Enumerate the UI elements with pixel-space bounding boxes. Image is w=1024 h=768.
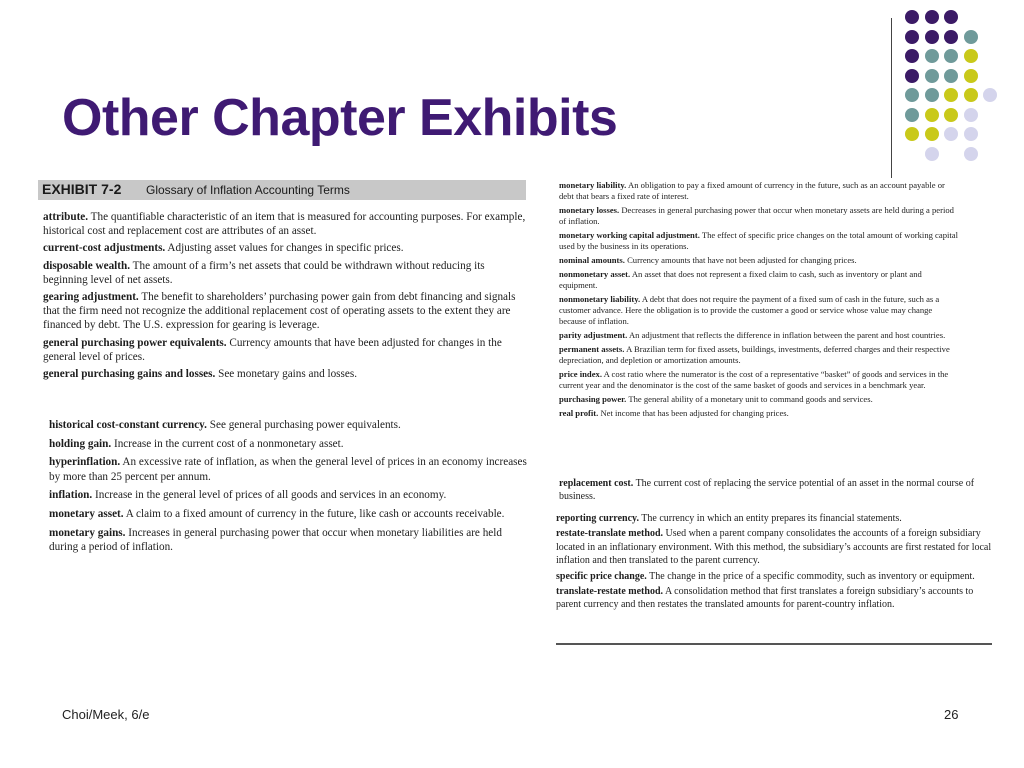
glossary-term: general purchasing power equivalents. bbox=[43, 336, 227, 349]
slide-title: Other Chapter Exhibits bbox=[62, 89, 618, 147]
decorative-dot bbox=[925, 88, 939, 102]
decorative-dot-grid bbox=[905, 10, 1015, 170]
glossary-definition: Net income that has been adjusted for changing prices. bbox=[600, 408, 789, 418]
glossary-definition: An excessive rate of inflation, as when the general level of prices in an economy increases by more than 25 percent per annum. bbox=[49, 456, 527, 483]
page-number: 26 bbox=[944, 707, 959, 722]
vertical-divider bbox=[891, 18, 892, 178]
glossary-entry bbox=[43, 210, 526, 238]
glossary-entry bbox=[43, 259, 526, 287]
decorative-dot bbox=[944, 127, 958, 141]
glossary-definition: An obligation to pay a fixed amount of currency in the future, such as an account payable or debt that bears a fixed rate of interest. bbox=[559, 180, 945, 201]
glossary-column-1-top bbox=[43, 210, 526, 384]
decorative-dot bbox=[964, 49, 978, 63]
decorative-dot bbox=[905, 127, 919, 141]
decorative-dot bbox=[925, 108, 939, 122]
glossary-entry bbox=[559, 344, 959, 366]
glossary-definition: The change in the price of a specific commodity, such as inventory or equipment. bbox=[649, 570, 975, 582]
glossary-definition: The benefit to shareholders’ purchasing power gain from debt financing and signals that the firm need not recognize the additional replacement cost of operating assets to the extent they are financed by debt. The U.S. expression for gearing is leverage. bbox=[43, 291, 516, 332]
decorative-dot bbox=[925, 147, 939, 161]
decorative-dot bbox=[964, 69, 978, 83]
glossary-entry bbox=[559, 269, 959, 291]
glossary-entry bbox=[559, 294, 959, 327]
decorative-dot bbox=[925, 127, 939, 141]
decorative-dot bbox=[944, 108, 958, 122]
glossary-term: general purchasing gains and losses. bbox=[43, 368, 216, 381]
glossary-entry bbox=[49, 507, 527, 522]
decorative-dot bbox=[964, 88, 978, 102]
glossary-term: current-cost adjustments. bbox=[43, 242, 166, 255]
glossary-definition: A claim to a fixed amount of currency in the future, like cash or accounts receivable. bbox=[125, 507, 505, 520]
glossary-entry bbox=[559, 230, 959, 252]
glossary-definition: A debt that does not require the payment of a fixed sum of cash in the future, such as a customer advance. Here the obligation is to provide the customer a good or service whose value may change because of inflation. bbox=[559, 294, 940, 326]
glossary-definition: Increase in the general level of prices of all goods and services in an economy. bbox=[95, 489, 447, 502]
decorative-dot bbox=[983, 88, 997, 102]
glossary-entry bbox=[43, 336, 526, 364]
glossary-term: holding gain. bbox=[49, 437, 112, 450]
exhibit-bottom-rule bbox=[556, 643, 992, 645]
glossary-term: permanent assets. bbox=[559, 344, 625, 354]
glossary-entry bbox=[556, 570, 996, 583]
glossary-entry bbox=[559, 330, 959, 341]
glossary-definition: Adjusting asset values for changes in specific prices. bbox=[167, 242, 404, 255]
glossary-entry bbox=[559, 180, 959, 202]
glossary-column-2-middle bbox=[559, 478, 1001, 503]
glossary-definition: The general ability of a monetary unit to command goods and services. bbox=[628, 394, 873, 404]
glossary-definition: The currency in which an entity prepares its financial statements. bbox=[641, 513, 902, 524]
glossary-entry bbox=[559, 478, 1001, 503]
glossary-term: parity adjustment. bbox=[559, 330, 628, 340]
glossary-term: purchasing power. bbox=[559, 394, 627, 404]
glossary-entry bbox=[49, 418, 527, 433]
exhibit-caption: Glossary of Inflation Accounting Terms bbox=[146, 183, 350, 197]
decorative-dot bbox=[925, 49, 939, 63]
decorative-dot bbox=[964, 108, 978, 122]
decorative-dot bbox=[905, 10, 919, 24]
glossary-column-2-bottom bbox=[556, 512, 996, 614]
glossary-term: gearing adjustment. bbox=[43, 291, 139, 304]
decorative-dot bbox=[944, 88, 958, 102]
glossary-term: monetary losses. bbox=[559, 205, 620, 215]
decorative-dot bbox=[944, 69, 958, 83]
glossary-term: hyperinflation. bbox=[49, 456, 121, 469]
glossary-definition: Increase in the current cost of a nonmonetary asset. bbox=[113, 437, 344, 450]
glossary-term: monetary working capital adjustment. bbox=[559, 230, 700, 240]
decorative-dot bbox=[944, 30, 958, 44]
glossary-entry bbox=[49, 455, 527, 484]
glossary-entry bbox=[559, 255, 959, 266]
decorative-dot bbox=[905, 49, 919, 63]
glossary-entry bbox=[559, 394, 959, 405]
glossary-entry bbox=[49, 526, 527, 555]
glossary-term: monetary gains. bbox=[49, 526, 126, 539]
glossary-definition: A Brazilian term for fixed assets, buildings, investments, deferred charges and their respective depreciation, and depletion or amortization amounts. bbox=[559, 344, 950, 365]
glossary-definition: See general purchasing power equivalents. bbox=[209, 419, 401, 431]
glossary-definition: Currency amounts that have been adjusted for changes in the general level of prices. bbox=[43, 336, 502, 363]
glossary-term: restate-translate method. bbox=[556, 528, 664, 540]
glossary-term: inflation. bbox=[49, 489, 93, 502]
decorative-dot bbox=[964, 147, 978, 161]
glossary-definition: The amount of a firm’s net assets that could be withdrawn without reducing its beginning level of net assets. bbox=[43, 259, 485, 286]
glossary-definition: The quantifiable characteristic of an item that is measured for accounting purposes. For example, historical cost and replacement cost are attributes of an asset. bbox=[43, 211, 526, 238]
glossary-entry bbox=[43, 367, 526, 381]
glossary-term: disposable wealth. bbox=[43, 259, 131, 272]
exhibit-number: EXHIBIT 7-2 bbox=[42, 181, 122, 197]
glossary-definition: The effect of specific price changes on the total amount of working capital used by the business in its operations. bbox=[559, 230, 958, 251]
glossary-term: real profit. bbox=[559, 408, 599, 418]
glossary-term: specific price change. bbox=[556, 570, 647, 582]
glossary-entry bbox=[559, 369, 959, 391]
glossary-definition: Decreases in general purchasing power that occur when monetary assets are held during a period of inflation. bbox=[559, 205, 954, 226]
glossary-entry bbox=[556, 527, 996, 567]
glossary-entry bbox=[559, 408, 959, 419]
decorative-dot bbox=[964, 30, 978, 44]
glossary-entry bbox=[43, 290, 526, 333]
glossary-definition: Currency amounts that have not been adjusted for changing prices. bbox=[627, 255, 857, 265]
decorative-dot bbox=[925, 69, 939, 83]
decorative-dot bbox=[925, 30, 939, 44]
glossary-definition: An adjustment that reflects the difference in inflation between the parent and host countries. bbox=[628, 330, 946, 340]
decorative-dot bbox=[944, 49, 958, 63]
glossary-term: nonmonetary liability. bbox=[559, 294, 641, 304]
decorative-dot bbox=[944, 10, 958, 24]
glossary-term: monetary liability. bbox=[559, 180, 627, 190]
decorative-dot bbox=[905, 108, 919, 122]
glossary-definition: The current cost of replacing the service potential of an asset in the normal course of business. bbox=[559, 478, 975, 502]
glossary-term: replacement cost. bbox=[559, 478, 634, 489]
decorative-dot bbox=[925, 10, 939, 24]
glossary-term: translate-restate method. bbox=[556, 586, 664, 598]
glossary-definition: A consolidation method that first translates a foreign subsidiary’s accounts to parent currency and then restates the translated amounts for parent-country inflation. bbox=[556, 586, 974, 611]
glossary-term: historical cost-constant currency. bbox=[49, 419, 207, 431]
glossary-definition: See monetary gains and losses. bbox=[218, 368, 357, 381]
glossary-definition: Increases in general purchasing power that occur when monetary liabilities are held during a period of inflation. bbox=[49, 526, 502, 554]
decorative-dot bbox=[905, 30, 919, 44]
decorative-dot bbox=[964, 127, 978, 141]
glossary-entry bbox=[49, 437, 527, 452]
glossary-entry bbox=[559, 205, 959, 227]
glossary-column-1-bottom bbox=[49, 418, 527, 559]
footer-source: Choi/Meek, 6/e bbox=[62, 707, 150, 722]
decorative-dot bbox=[905, 69, 919, 83]
exhibit-header bbox=[38, 180, 526, 200]
glossary-term: reporting currency. bbox=[556, 513, 639, 524]
glossary-column-2-top bbox=[559, 180, 959, 422]
glossary-definition: An asset that does not represent a fixed claim to cash, such as inventory or plant and equipment. bbox=[559, 269, 922, 290]
glossary-entry bbox=[556, 512, 996, 525]
glossary-term: monetary asset. bbox=[49, 507, 124, 520]
glossary-definition: Used when a parent company consolidates the accounts of a foreign subsidiary located in an inflationary environment. With this method, the subsidiary’s accounts are first restated for local inflation and then translated to the parent currency. bbox=[556, 528, 992, 567]
glossary-term: nominal amounts. bbox=[559, 255, 625, 265]
glossary-term: nonmonetary asset. bbox=[559, 269, 631, 279]
glossary-entry bbox=[43, 241, 526, 255]
glossary-entry bbox=[556, 585, 996, 612]
decorative-dot bbox=[905, 88, 919, 102]
glossary-term: price index. bbox=[559, 369, 602, 379]
glossary-term: attribute. bbox=[43, 211, 89, 223]
glossary-definition: A cost ratio where the numerator is the cost of a representative “basket” of goods and services in the current year and the denominator is the cost of the same basket of goods and services in a benchmark year. bbox=[559, 369, 949, 390]
glossary-entry bbox=[49, 488, 527, 503]
